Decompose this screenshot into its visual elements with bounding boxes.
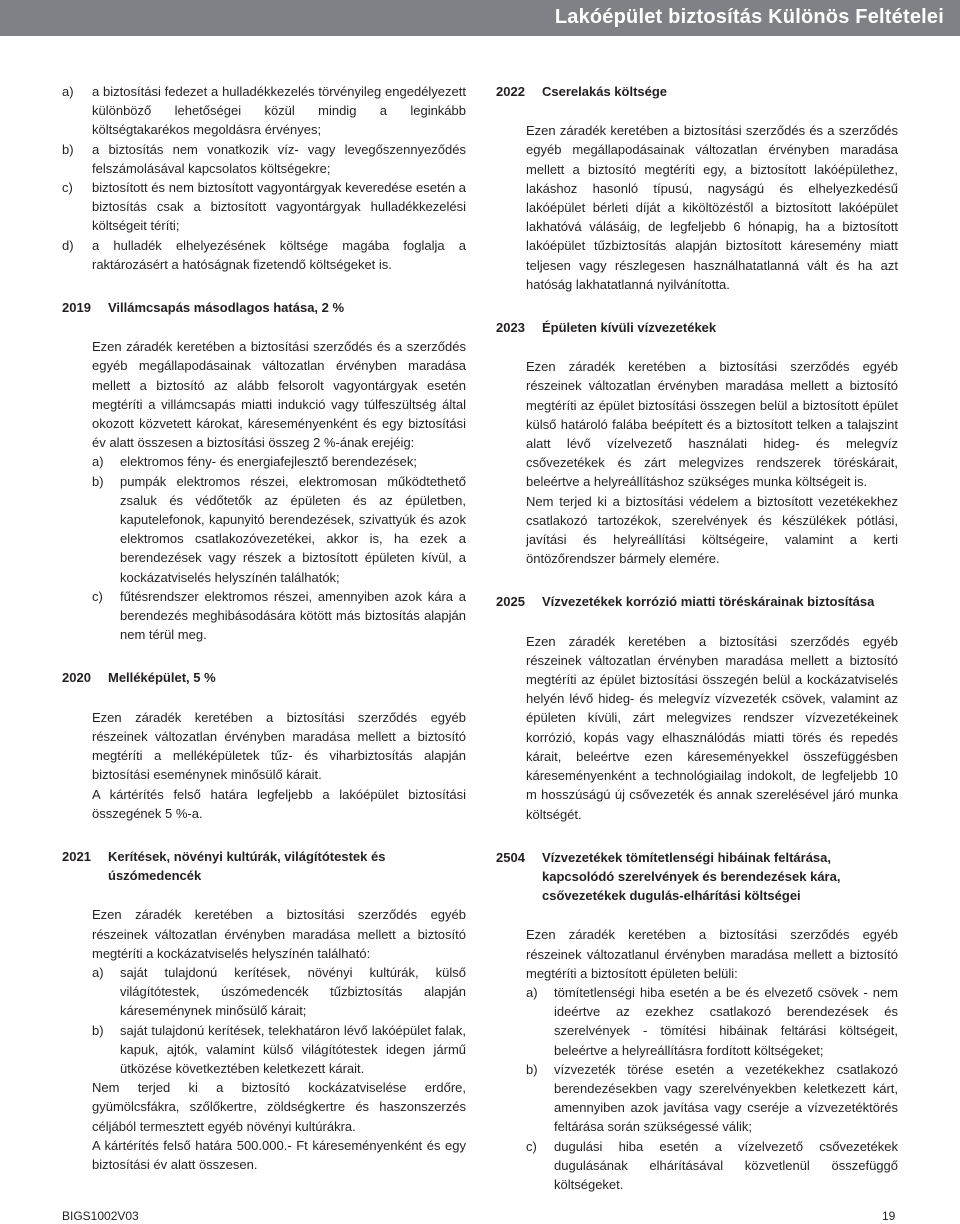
list-text: biztosított és nem biztosított vagyontárgyak keveredése esetén a biztosítás csak a biztosított vagyontárgyak hulladékkezelési költségeit téríti; — [92, 180, 466, 234]
list-item — [92, 472, 466, 587]
section-body-2504 — [496, 925, 898, 1194]
paragraph: Nem terjed ki a biztosítási védelem a biztosított vezetékekhez csatlakozó tartozékok, szerelvények és készülékek pótlási, javítási és helyreállítási költségeire, valamint a kerti öntözőrendszer bármely elemére. — [526, 493, 898, 567]
section-number: 2019 — [62, 300, 91, 316]
list-text: fűtésrendszer elektromos részei, amennyiben azok kára a berendezés meghibásodására kötött más biztosítás alapján nem térül meg. — [120, 588, 466, 643]
paragraph: A kártérítés felső határa legfeljebb a lakóépület biztosítási összegének 5 %-a. — [92, 786, 466, 821]
section-heading-2020 — [62, 668, 466, 687]
document-code: BIGS1002V03 — [62, 1209, 139, 1223]
section-heading-2023 — [496, 318, 898, 337]
list-text: a biztosítás nem vonatkozik víz- vagy levegőszennyeződés felszámolásával kapcsolatos költségekre; — [92, 141, 466, 176]
section-number: 2022 — [496, 84, 525, 99]
intro-list — [62, 82, 466, 274]
section-number: 2023 — [496, 320, 525, 336]
section-body-2023 — [496, 357, 898, 568]
section-heading-2022 — [496, 82, 898, 101]
list-marker: a) — [92, 454, 104, 470]
list-item — [92, 587, 466, 645]
paragraph: Ezen záradék keretében a biztosítási szerződés egyéb részeinek változatlan érvényben maradása mellett a biztosító megtéríti az épület biztosítási összegen belül a biztosított épület külső határoló falába beépített és a biztosított telken a talajszint alatt lévő vízelvezető használati hideg- és melegvíz csővezetékek és zárt melegvizes rendszerek töréskárait, beleértve a helyreállításhoz szükséges munka költségeit is. — [526, 359, 898, 490]
list-text: saját tulajdonú kerítések, telekhatáron lévő lakóépület falak, kapuk, ajtók, valamint külső világítótestek idegen jármű ütközése következtében keletkezett kárait. — [120, 1022, 466, 1076]
section-title: Épületen kívüli vízvezetékek — [542, 320, 717, 336]
section-body-2022 — [496, 121, 898, 294]
page-number: 19 — [882, 1209, 896, 1223]
section-title: Villámcsapás másodlagos hatása, 2 % — [108, 300, 345, 316]
section-body-2020 — [62, 708, 466, 823]
page-header — [0, 0, 960, 36]
section-heading-2021 — [62, 847, 466, 885]
paragraph: Ezen záradék keretében a biztosítási szerződés és a szerződés egyéb megállapodásainak változatlan érvényben maradása mellett a biztosító az alább felsorolt vagyontárgyak esetén megtéríti a villámcsapás miatti indukció vagy túlfeszültség által okozott közvetett károkat, káreseményenként és egy biztosítási év alatt összesen a biztosítási összeg 2 %-ának erejéig: — [92, 339, 466, 451]
list-text: elektromos fény- és energiafejlesztő berendezések; — [120, 454, 417, 470]
list-marker: c) — [62, 180, 73, 196]
paragraph: Ezen záradék keretében a biztosítási szerződés egyéb részeinek változatlan érvényben maradása mellett a biztosító megtéríti a melléképületek tűz- és viharbiztosítás alapján biztosítási eseménynek minősülő kárait. — [92, 709, 466, 783]
section-heading-2025 — [496, 592, 898, 611]
list-text: dugulási hiba esetén a vízelvezető csővezetékek dugulásának elhárításával közvetlenül összefüggő költségeket. — [554, 1138, 898, 1192]
paragraph: Ezen záradék keretében a biztosítási szerződés egyéb részeinek változatlan érvényben maradása mellett a biztosító megtéríti az épület biztosítási összegén belül a kockázatviselés helyén lévő hideg- és melegvíz vízvezeték csövek, valamint az épületen kívüli, zárt melegvizes rendszer vízvezetékeinek korrózió, kopás vagy elhasználódás miatti törés és repedés kárait, beleértve ezen káreseményekkel összefüggésben káreseményenként a technológiailag indokolt, de legfeljebb 10 m hosszúságú új csővezeték és annak szerelésével járó munka költségét. — [526, 633, 898, 822]
section-body-2025 — [496, 632, 898, 824]
section-title: Cserelakás költsége — [542, 84, 668, 99]
list-item — [526, 1137, 898, 1195]
paragraph: A kártérítés felső határa 500.000.- Ft káreseményenként és egy biztosítási év alatt összesen. — [92, 1137, 466, 1172]
section-title: Vízvezetékek tömítetlenségi hibáinak feltárása, kapcsolódó szerelvények és berendezések kára, csővezetékek dugulás-elhárítási költségei — [542, 849, 841, 904]
list-item — [92, 452, 466, 471]
section-heading-2504 — [496, 848, 898, 906]
list-marker: d) — [62, 237, 74, 253]
list-item — [62, 140, 466, 178]
paragraph: Ezen záradék keretében a biztosítási szerződés egyéb részeinek változatlanul érvényben maradása mellett a biztosító megtéríti a biztosított épületen belüli: — [526, 927, 898, 981]
list-item — [92, 1021, 466, 1079]
right-column — [496, 82, 898, 1194]
list-item — [62, 178, 466, 236]
list-marker: b) — [62, 141, 74, 157]
section-heading-2019 — [62, 298, 466, 317]
section-number: 2020 — [62, 670, 91, 686]
section-number: 2504 — [496, 849, 525, 865]
list-item — [62, 82, 466, 140]
list-marker: b) — [92, 473, 104, 489]
header-title: Lakóépület biztosítás Különös Feltételei — [554, 6, 944, 28]
list-marker: b) — [526, 1061, 538, 1077]
list-text: saját tulajdonú kerítések, növényi kultúrák, külső világítótestek, úszómedencék tűzbiztosítás alapján káreseménynek minősülő kárait; — [120, 964, 466, 1019]
section-title: Melléképület, 5 % — [108, 670, 216, 686]
list-marker: c) — [526, 1138, 537, 1154]
list-text: pumpák elektromos részei, elektromosan működtethető zsaluk és védőtetők az épületen és az épületben, kaputelefonok, kapunyitó berendezések, szivattyúk és azok elektromos csatlakozóvezetékei, akkor is, ha ezek a berendezések vagy részek a biztosított épületen kívül, a kockázatviselés helyszínén találhatók; — [120, 473, 466, 585]
section-number: 2025 — [496, 594, 525, 610]
list-item — [92, 963, 466, 1021]
left-column — [62, 82, 466, 1174]
list-text: vízvezeték törése esetén a vezetékekhez csatlakozó berendezésekben vagy szerelvényekben keletkezett kárt, amennyiben azok javítása vagy cseréje a vízvezetéktörés feltárása során szükségessé válik; — [554, 1061, 898, 1135]
list-marker: a) — [62, 84, 74, 99]
list-text: a biztosítási fedezet a hulladékkezelés törvényileg engedélyezett különböző lehetőségei közül mindig a leginkább költségtakarékos megoldásra érvényes; — [92, 84, 466, 138]
list-marker: a) — [526, 984, 538, 1000]
list-text: tömítetlenségi hiba esetén a be és elvezető csövek - nem ideértve az ezekhez csatlakozó berendezések és szerelvények - tömítési hibáinak feltárási költségeit, beleértve a helyreállításra fordított költségeket; — [554, 984, 898, 1058]
list-marker: a) — [92, 964, 104, 980]
list-item — [526, 1060, 898, 1137]
section-title: Kerítések, növényi kultúrák, világítótestek és úszómedencék — [108, 848, 386, 884]
list-text: a hulladék elhelyezésének költsége magába foglalja a raktározásért a hatóságnak fizetendő költségeket is. — [92, 237, 466, 272]
section-body-2021 — [62, 905, 466, 1174]
paragraph: Nem terjed ki a biztosító kockázatviselése erdőre, gyümölcsfákra, szőlőkertre, zöldségkertre és haszonszerzés céljából termesztett egyéb növényi kultúrákra. — [92, 1080, 466, 1134]
list-item — [526, 983, 898, 1060]
list-marker: c) — [92, 588, 103, 604]
paragraph: Ezen záradék keretében a biztosítási szerződés és a szerződés egyéb megállapodásainak változatlan érvényben maradása mellett a biztosító megtéríti egy, a biztosított lakóépülethez, lakáshoz hasonló típusú, nagyságú és elhelyezkedésű lakóépület bérleti díját a kiköltözéstől a biztosított lakóépület lakhatóvá válásáig, de legfeljebb 6 hónapig, ha a biztosított lakóépület tűzbiztosítás alapján biztosított káresemény miatt teljesen vagy részlegesen használhatatlanná vált és ha azt hatóság lakhatatlanná nyilvánította. — [526, 123, 898, 292]
section-number: 2021 — [62, 848, 91, 864]
section-title: Vízvezetékek korrózió miatti töréskárainak biztosítása — [542, 594, 875, 610]
paragraph: Ezen záradék keretében a biztosítási szerződés egyéb részeinek változatlan érvényben maradása mellett a biztosító megtéríti a kockázatviselés helyszínén található: — [92, 907, 466, 961]
list-marker: b) — [92, 1022, 104, 1038]
section-body-2019 — [62, 337, 466, 644]
list-item — [62, 236, 466, 274]
